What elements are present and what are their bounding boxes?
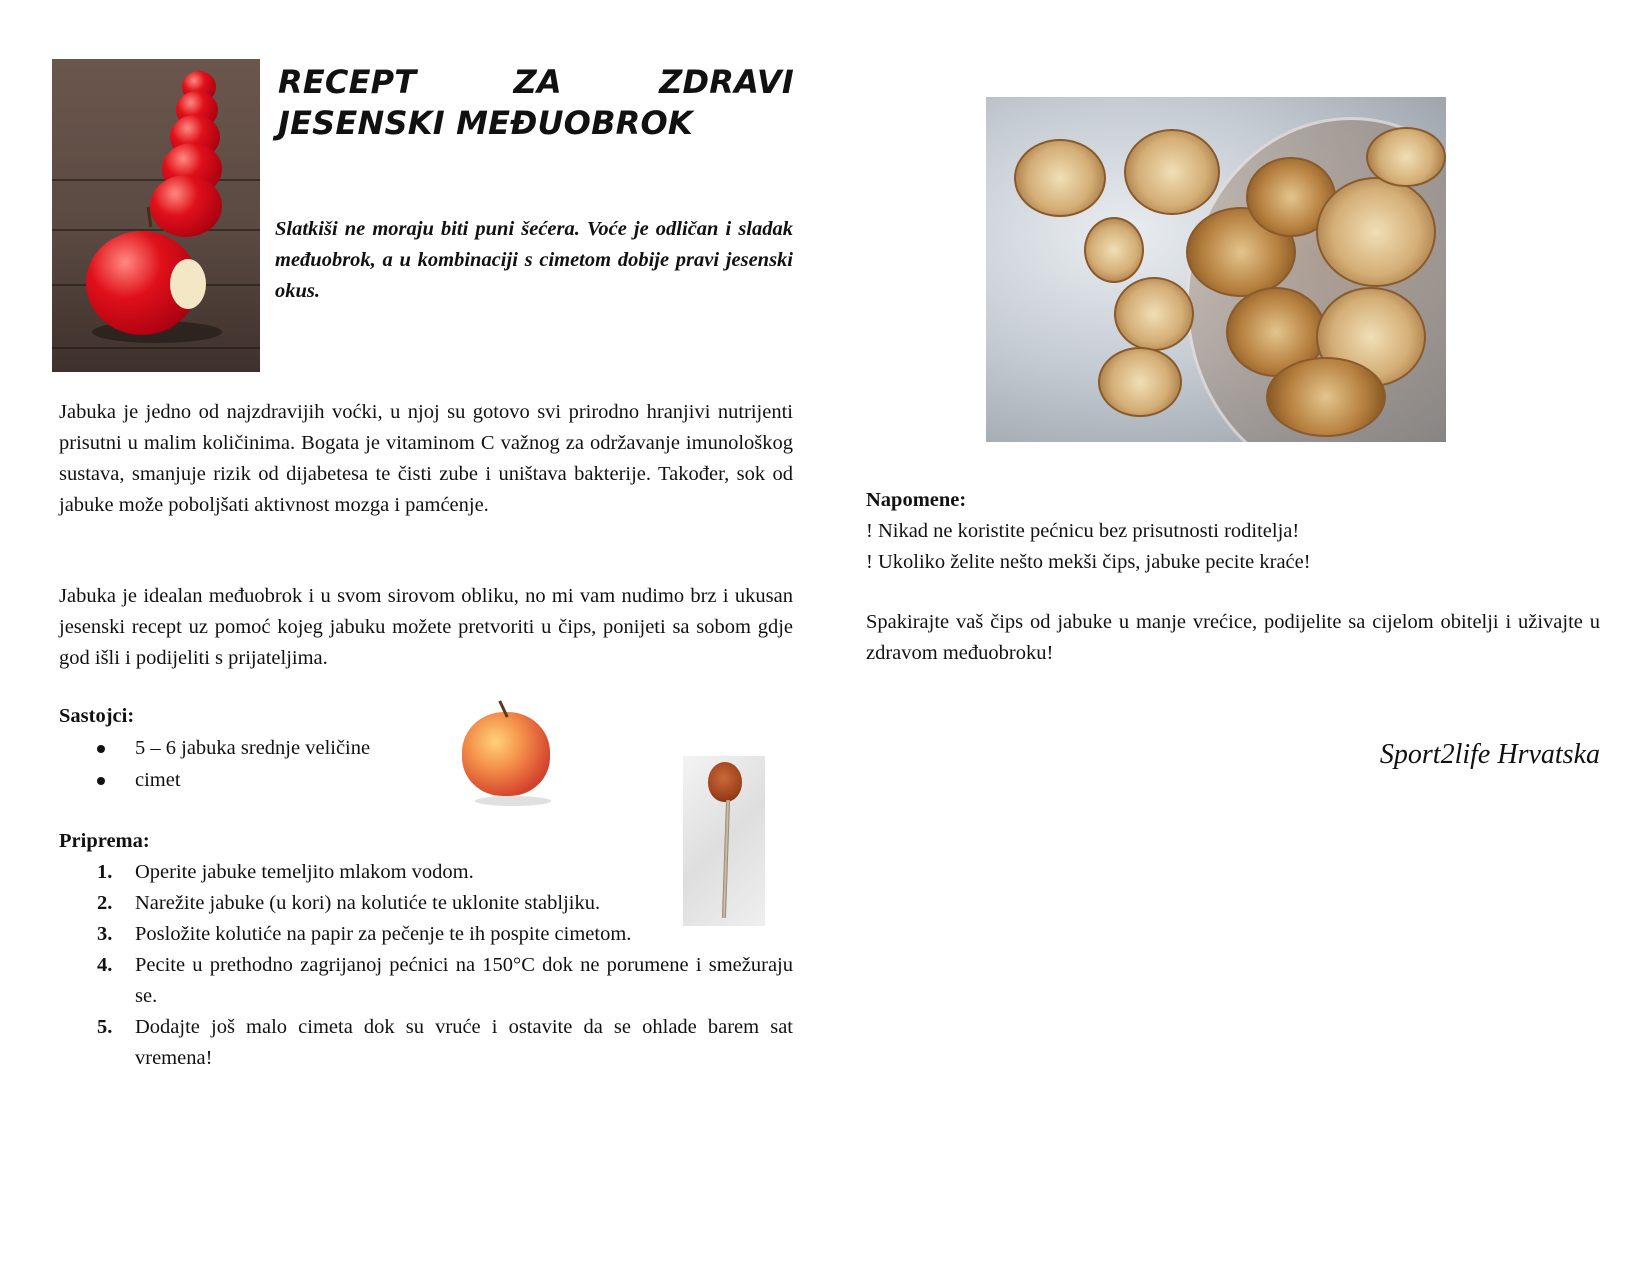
step-text: Narežite jabuke (u kori) na kolutiće te uklonite stabljiku. [135, 892, 601, 914]
bullet-icon [97, 777, 105, 785]
ingredients-list [59, 732, 459, 796]
intro-paragraph: Jabuka je jedno od najzdravijih voćki, u njoj su gotovo svi prirodno hranjivi nutrijenti prisutni u malim količinima. Bogata je vitaminom C važnog za održavanje imunološkog sustava, smanjuje rizik od dijabetesa te čisti zube i uništava bakterije. Također, sok od jabuke može poboljšati aktivnost mozga i pamćenje. [59, 401, 793, 516]
apple-chips-photo [986, 97, 1446, 442]
step-text: Posložite kolutiće na papir za pečenje te ih pospite cimetom. [135, 923, 632, 945]
list-item [59, 1012, 793, 1074]
step-number: 3. [97, 923, 113, 945]
step-number: 2. [97, 892, 113, 914]
step-text: Operite jabuke temeljito mlakom vodom. [135, 861, 474, 883]
subtitle: Slatkiši ne moraju biti puni šećera. Voće je odličan i sladak međuobrok, a u kombinaciji s cimetom dobije pravi jesenski okus. [275, 218, 793, 302]
apple-photo [455, 696, 565, 814]
list-item [59, 950, 793, 1012]
list-item [59, 764, 459, 796]
step-number: 5. [97, 1016, 113, 1038]
note-item: ! Nikad ne koristite pećnicu bez prisutnosti roditelja! [866, 520, 1300, 542]
apples-row-photo [52, 59, 260, 372]
page-title [278, 62, 794, 144]
intro-paragraph: Jabuka je idealan međuobrok i u svom sirovom obliku, no mi vam nudimo brz i ukusan jesenski recept uz pomoć kojeg jabuku možete pretvoriti u čips, ponijeti sa sobom gdje god išli i podijeliti s prijateljima. [59, 585, 793, 669]
list-item [59, 888, 793, 919]
step-text: Pecite u prethodno zagrijanoj pećnici na 150°C dok ne porumene i smežuraju se. [135, 954, 793, 1007]
list-item [59, 919, 724, 950]
notes-list [866, 516, 1600, 578]
title-word: ZDRAVI [659, 63, 794, 101]
ingredient-text: cimet [135, 769, 181, 791]
step-number: 1. [97, 861, 113, 883]
preparation-heading: Priprema: [59, 830, 150, 852]
title-word: ZA [513, 63, 562, 101]
list-item [59, 857, 793, 888]
list-item [59, 732, 459, 764]
title-line-2: JESENSKI MEĐUOBROK [278, 104, 693, 142]
title-word: RECEPT [278, 63, 417, 101]
preparation-list [59, 857, 793, 1074]
note-item: ! Ukoliko želite nešto mekši čips, jabuke pecite kraće! [866, 551, 1311, 573]
bullet-icon [97, 745, 105, 753]
ingredient-text: 5 – 6 jabuka srednje veličine [135, 737, 371, 759]
step-number: 4. [97, 954, 113, 976]
closing-paragraph: Spakirajte vaš čips od jabuke u manje vrećice, podijelite sa cijelom obitelji i uživajte u zdravom međuobroku! [866, 611, 1600, 664]
ingredients-heading: Sastojci: [59, 705, 135, 727]
signature: Sport2life Hrvatska [1379, 739, 1600, 770]
step-text: Dodajte još malo cimeta dok su vruće i ostavite da se ohlade barem sat vremena! [135, 1016, 793, 1069]
notes-heading: Napomene: [866, 489, 967, 511]
